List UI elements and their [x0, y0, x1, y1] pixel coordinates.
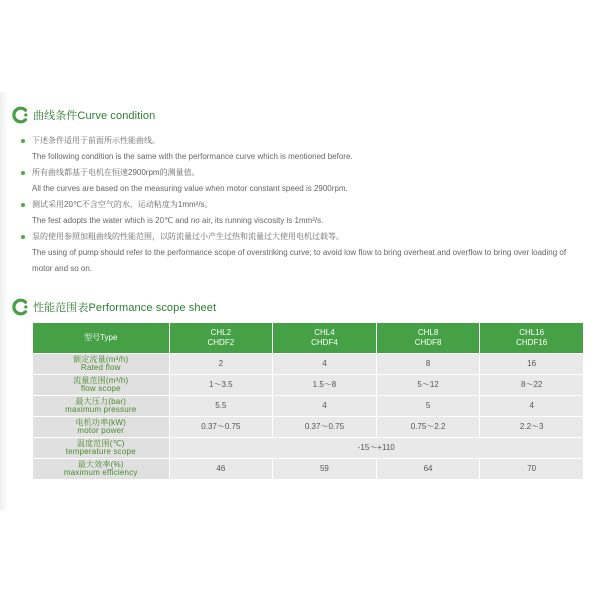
green-c-bullet-icon	[12, 298, 30, 316]
row-label-en: Rated flow	[80, 363, 121, 372]
row-label-en: maximum pressure	[65, 405, 137, 414]
list-item	[18, 165, 588, 197]
row-label	[33, 417, 169, 437]
row-label-zh: 温度范围(℃)	[76, 438, 125, 448]
row-label-en: flow scope	[80, 384, 121, 393]
green-dot-icon	[21, 235, 25, 239]
green-dot-icon	[21, 203, 25, 207]
model-header	[480, 323, 583, 353]
model-name: CHL2	[210, 328, 232, 337]
model-header	[273, 323, 376, 353]
curve-condition-title: 曲线条件Curve condition	[33, 110, 156, 122]
list-item	[18, 197, 588, 229]
row-label	[33, 354, 169, 374]
model-name-alt: CHDF2	[207, 338, 235, 347]
performance-scope-table-wrap	[32, 322, 584, 480]
item-en: All the curves are based on the measuring value when motor constant speed is 2900rpm.	[32, 184, 348, 193]
table-header-row	[33, 323, 583, 353]
curve-condition-heading	[12, 106, 155, 124]
table-cell: 8～22	[480, 375, 583, 395]
table-cell: 1.5～8	[273, 375, 376, 395]
row-label-zh: 电机功率(kW)	[75, 417, 126, 427]
item-zh: 所有曲线都基于电机在恒速2900rpm的测量值。	[32, 168, 200, 177]
table-row	[33, 417, 583, 437]
model-name-alt: CHDF16	[516, 338, 548, 347]
table-row	[33, 438, 583, 458]
type-header: 型号Type	[33, 323, 169, 353]
item-zh: 下述条件适用于前面所示性能曲线。	[32, 136, 160, 145]
table-cell: 4	[273, 354, 376, 374]
table-cell: 4	[273, 396, 376, 416]
table-cell: 5.5	[170, 396, 273, 416]
green-dot-icon	[21, 139, 25, 143]
table-cell: 16	[480, 354, 583, 374]
table-cell: 64	[377, 459, 480, 479]
table-row	[33, 459, 583, 479]
temperature-range-cell: -15～+110	[170, 438, 583, 458]
table-cell: 0.37～0.75	[170, 417, 273, 437]
row-label-en: maximum efficiency	[63, 468, 138, 477]
row-label-zh: 最大压力(bar)	[75, 396, 127, 406]
item-zh: 泵的使用参照加粗曲线的性能范围，以防流量过小产生过热和流量过大使用电机过载等。	[32, 232, 344, 241]
curve-condition-list	[18, 133, 588, 277]
table-cell: 8	[377, 354, 480, 374]
table-cell: 5～12	[377, 375, 480, 395]
model-name: CHL4	[314, 328, 335, 337]
row-label-zh: 额定流量(m³/h)	[73, 354, 129, 364]
performance-scope-title: 性能范围表Performance scope sheet	[33, 302, 217, 314]
table-cell: 59	[273, 459, 376, 479]
model-header	[170, 323, 273, 353]
table-row	[33, 396, 583, 416]
row-label	[33, 459, 169, 479]
performance-scope-table	[32, 322, 584, 480]
table-row	[33, 354, 583, 374]
table-cell: 5	[377, 396, 480, 416]
row-label-zh: 最大效率(%)	[77, 459, 124, 469]
row-label	[33, 396, 169, 416]
table-cell: 46	[170, 459, 273, 479]
item-en: The fest adopts the water which is 20℃ and no air, its running viscosity is 1mm²/s.	[32, 216, 324, 225]
green-dot-icon	[21, 171, 25, 175]
row-label-en: motor power	[77, 426, 125, 435]
left-decorative-band	[0, 92, 8, 510]
model-name: CHL16	[519, 328, 545, 337]
table-cell: 2	[170, 354, 273, 374]
list-item	[18, 133, 588, 165]
item-en: The following condition is the same with the performance curve which is mentioned before.	[32, 152, 353, 161]
table-cell: 0.37～0.75	[273, 417, 376, 437]
green-c-bullet-icon	[12, 106, 30, 124]
model-name: CHL8	[417, 328, 439, 337]
row-label	[33, 438, 169, 458]
row-label-zh: 流量范围(m³/h)	[73, 375, 129, 385]
table-row	[33, 375, 583, 395]
item-en: The using of pump should refer to the performance scope of overstriking curve; to avoid low flow to bring overheat and overflow to bring over loading of motor and so on.	[32, 248, 567, 273]
table-cell: 4	[480, 396, 583, 416]
table-cell: 0.75～2.2	[377, 417, 480, 437]
table-cell: 2.2～3	[480, 417, 583, 437]
row-label	[33, 375, 169, 395]
model-name-alt: CHDF4	[311, 338, 338, 347]
item-zh: 测试采用20℃不含空气的水，运动粘度为1mm²/s。	[32, 200, 213, 209]
table-cell: 70	[480, 459, 583, 479]
table-cell: 1～3.5	[170, 375, 273, 395]
row-label-en: temperature scope	[65, 447, 136, 456]
list-item	[18, 229, 588, 277]
model-name-alt: CHDF8	[414, 338, 442, 347]
model-header	[377, 323, 480, 353]
performance-scope-heading	[12, 298, 216, 316]
